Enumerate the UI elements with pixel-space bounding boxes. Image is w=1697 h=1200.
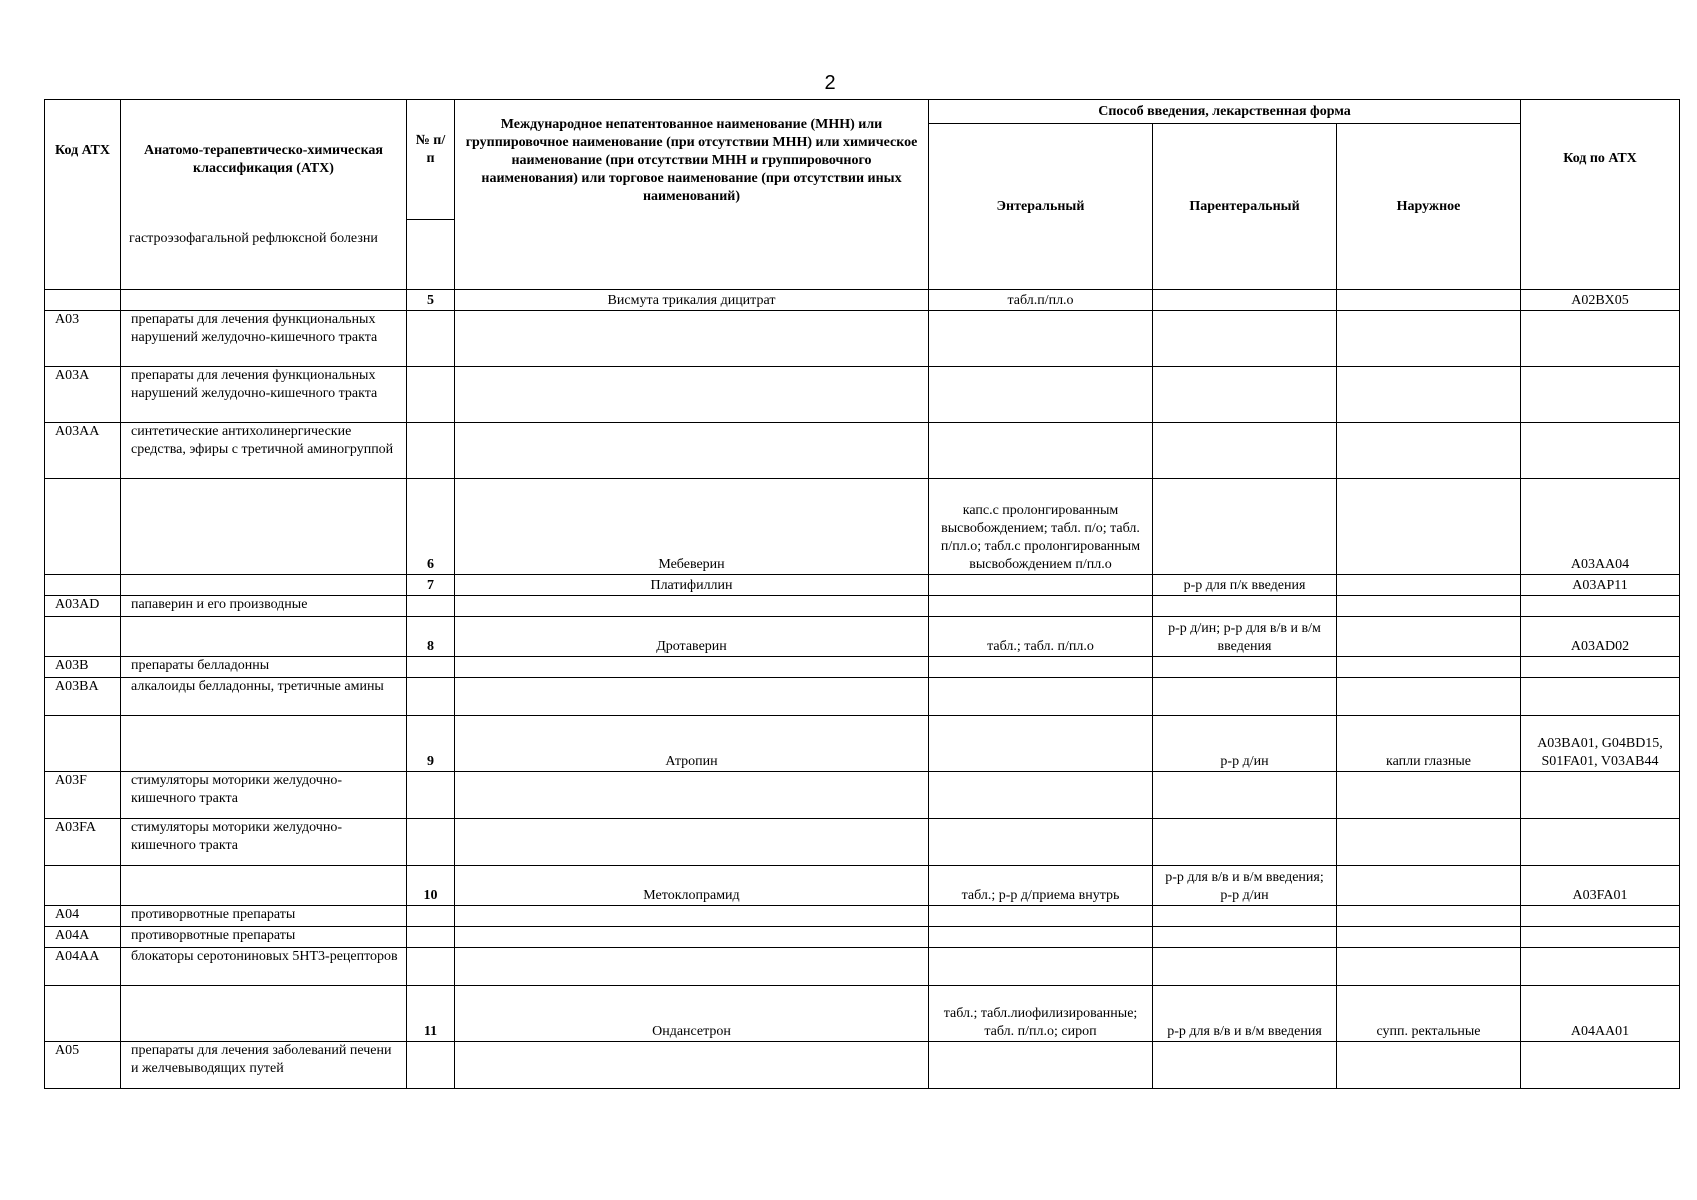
header-atx-code: Код по АТХ bbox=[1521, 100, 1680, 290]
table-row bbox=[45, 948, 1680, 986]
cell-mnn: Висмута трикалия дицитрат bbox=[455, 290, 929, 311]
cell-external: супп. ректальные bbox=[1337, 986, 1521, 1042]
header-atx-label: Анатомо-терапевтическо-химическая классификация (АТХ) bbox=[143, 143, 383, 176]
header-enteral: Энтеральный bbox=[929, 124, 1153, 290]
cell-atx-description: противорвотные препараты bbox=[121, 906, 407, 927]
cell-atx-code-full: A03FA01 bbox=[1521, 866, 1680, 906]
header-number: № п/п bbox=[407, 100, 455, 220]
cell-mnn: Атропин bbox=[455, 716, 929, 772]
cell-external bbox=[1337, 819, 1521, 866]
cell-parenteral bbox=[1153, 290, 1337, 311]
cell-atx-code: A03 bbox=[45, 311, 121, 367]
cell-atx-code-full: A03AP11 bbox=[1521, 575, 1680, 596]
cell-atx-description bbox=[121, 290, 407, 311]
table-row bbox=[45, 367, 1680, 423]
cell-enteral bbox=[929, 596, 1153, 617]
cell-atx-code-full: A03BA01, G04BD15, S01FA01, V03AB44 bbox=[1521, 716, 1680, 772]
cell-mnn: Платифиллин bbox=[455, 575, 929, 596]
cell-atx-description bbox=[121, 866, 407, 906]
cell-number: 11 bbox=[407, 986, 455, 1042]
cell-atx-description: препараты для лечения функциональных нарушений желудочно-кишечного тракта bbox=[121, 311, 407, 367]
cell-atx-code bbox=[45, 479, 121, 575]
cell-number bbox=[407, 927, 455, 948]
cell-external bbox=[1337, 290, 1521, 311]
cell-atx-description: препараты для лечения заболеваний печени и желчевыводящих путей bbox=[121, 1042, 407, 1089]
cell-atx-code-full bbox=[1521, 596, 1680, 617]
cell-atx-code: A03BA bbox=[45, 678, 121, 716]
cell-atx-code-full: A02BX05 bbox=[1521, 290, 1680, 311]
cell-parenteral bbox=[1153, 423, 1337, 479]
cell-number bbox=[407, 1042, 455, 1089]
table-row bbox=[45, 423, 1680, 479]
cell-mnn bbox=[455, 1042, 929, 1089]
header-route-group: Способ введения, лекарственная форма bbox=[929, 100, 1521, 124]
cell-atx-description: препараты для лечения функциональных нарушений желудочно-кишечного тракта bbox=[121, 367, 407, 423]
cell-external bbox=[1337, 1042, 1521, 1089]
table-row bbox=[45, 819, 1680, 866]
cell-enteral bbox=[929, 819, 1153, 866]
table-row bbox=[45, 986, 1680, 1042]
cell-enteral bbox=[929, 927, 1153, 948]
cell-atx-code: A03A bbox=[45, 367, 121, 423]
table-row bbox=[45, 866, 1680, 906]
cell-atx-code-full bbox=[1521, 678, 1680, 716]
table-row bbox=[45, 927, 1680, 948]
cell-atx-description: стимуляторы моторики желудочно-кишечного тракта bbox=[121, 772, 407, 819]
cell-mnn: Мебеверин bbox=[455, 479, 929, 575]
cell-parenteral: р-р для п/к введения bbox=[1153, 575, 1337, 596]
cell-atx-description: противорвотные препараты bbox=[121, 927, 407, 948]
table-row bbox=[45, 596, 1680, 617]
cell-enteral bbox=[929, 906, 1153, 927]
cell-mnn bbox=[455, 927, 929, 948]
cell-atx-code bbox=[45, 290, 121, 311]
cell-atx-code-full bbox=[1521, 311, 1680, 367]
cell-mnn bbox=[455, 423, 929, 479]
cell-atx-code: A04 bbox=[45, 906, 121, 927]
table-row bbox=[45, 575, 1680, 596]
cell-number: 8 bbox=[407, 617, 455, 657]
cell-mnn bbox=[455, 819, 929, 866]
cell-parenteral bbox=[1153, 367, 1337, 423]
cell-number: 6 bbox=[407, 479, 455, 575]
cell-number bbox=[407, 678, 455, 716]
cell-atx-description: блокаторы серотониновых 5HT3-рецепторов bbox=[121, 948, 407, 986]
table-row bbox=[45, 657, 1680, 678]
cell-atx-code: A05 bbox=[45, 1042, 121, 1089]
cell-atx-description: препараты белладонны bbox=[121, 657, 407, 678]
cell-atx-code bbox=[45, 986, 121, 1042]
cell-external bbox=[1337, 927, 1521, 948]
cell-external bbox=[1337, 367, 1521, 423]
cell-atx-code-full bbox=[1521, 819, 1680, 866]
header-mnn: Международное непатентованное наименование (МНН) или группировочное наименование (при отсутствии МНН) или химическое наименование (при отсутствии МНН и группировочного наименования) или торговое наименование (при отсутствии иных наименований) bbox=[455, 100, 929, 290]
cell-parenteral bbox=[1153, 1042, 1337, 1089]
cell-parenteral bbox=[1153, 479, 1337, 575]
table-row bbox=[45, 678, 1680, 716]
cell-enteral bbox=[929, 716, 1153, 772]
cell-parenteral bbox=[1153, 678, 1337, 716]
cell-atx-code: A03B bbox=[45, 657, 121, 678]
cell-atx-description: синтетические антихолинергические средства, эфиры с третичной аминогруппой bbox=[121, 423, 407, 479]
cell-mnn: Метоклопрамид bbox=[455, 866, 929, 906]
cell-atx-description: стимуляторы моторики желудочно-кишечного тракта bbox=[121, 819, 407, 866]
cell-external bbox=[1337, 479, 1521, 575]
cell-mnn bbox=[455, 678, 929, 716]
cell-external bbox=[1337, 657, 1521, 678]
cell-atx-code: A03AA bbox=[45, 423, 121, 479]
header-number-sub bbox=[407, 220, 455, 290]
cell-atx-description: алкалоиды белладонны, третичные амины bbox=[121, 678, 407, 716]
cell-enteral bbox=[929, 657, 1153, 678]
cell-atx-description bbox=[121, 716, 407, 772]
cell-parenteral: р-р для в/в и в/м введения bbox=[1153, 986, 1337, 1042]
cell-atx-code: A03FA bbox=[45, 819, 121, 866]
cell-parenteral bbox=[1153, 819, 1337, 866]
header-external: Наружное bbox=[1337, 124, 1521, 290]
header-kod-atx: Код АТХ bbox=[45, 100, 121, 290]
cell-number bbox=[407, 819, 455, 866]
cell-enteral bbox=[929, 678, 1153, 716]
cell-number bbox=[407, 772, 455, 819]
cell-external bbox=[1337, 948, 1521, 986]
cell-atx-description bbox=[121, 986, 407, 1042]
table-row bbox=[45, 716, 1680, 772]
cell-atx-code-full: A04AA01 bbox=[1521, 986, 1680, 1042]
cell-atx-code-full bbox=[1521, 367, 1680, 423]
cell-external bbox=[1337, 596, 1521, 617]
table-row bbox=[45, 311, 1680, 367]
cell-atx-code-full bbox=[1521, 423, 1680, 479]
table-row bbox=[45, 290, 1680, 311]
cell-parenteral bbox=[1153, 596, 1337, 617]
cell-enteral: табл.п/пл.о bbox=[929, 290, 1153, 311]
cell-atx-code-full bbox=[1521, 657, 1680, 678]
cell-external bbox=[1337, 617, 1521, 657]
cell-mnn bbox=[455, 596, 929, 617]
cell-external bbox=[1337, 678, 1521, 716]
cell-atx-code bbox=[45, 866, 121, 906]
cell-parenteral bbox=[1153, 657, 1337, 678]
cell-atx-code-full bbox=[1521, 906, 1680, 927]
cell-parenteral bbox=[1153, 311, 1337, 367]
cell-parenteral bbox=[1153, 927, 1337, 948]
cell-number bbox=[407, 948, 455, 986]
cell-atx-description bbox=[121, 575, 407, 596]
cell-atx-code-full bbox=[1521, 927, 1680, 948]
table-row bbox=[45, 772, 1680, 819]
cell-atx-description bbox=[121, 617, 407, 657]
table-row bbox=[45, 617, 1680, 657]
cell-atx-code: A04A bbox=[45, 927, 121, 948]
cell-parenteral bbox=[1153, 772, 1337, 819]
cell-enteral bbox=[929, 575, 1153, 596]
cell-number bbox=[407, 657, 455, 678]
cell-enteral bbox=[929, 1042, 1153, 1089]
cell-parenteral: р-р д/ин; р-р для в/в и в/м введения bbox=[1153, 617, 1337, 657]
cell-enteral bbox=[929, 311, 1153, 367]
cell-number bbox=[407, 311, 455, 367]
cell-external bbox=[1337, 772, 1521, 819]
cell-mnn bbox=[455, 311, 929, 367]
cell-number: 5 bbox=[407, 290, 455, 311]
cell-enteral: табл.; табл.лиофилизированные; табл. п/пл.о; сироп bbox=[929, 986, 1153, 1042]
cell-parenteral: р-р для в/в и в/м введения; р-р д/ин bbox=[1153, 866, 1337, 906]
cell-enteral bbox=[929, 772, 1153, 819]
cell-mnn bbox=[455, 948, 929, 986]
cell-mnn bbox=[455, 367, 929, 423]
cell-enteral bbox=[929, 423, 1153, 479]
cell-atx-code-full: A03AA04 bbox=[1521, 479, 1680, 575]
cell-parenteral: р-р д/ин bbox=[1153, 716, 1337, 772]
header-parenteral: Парентеральный bbox=[1153, 124, 1337, 290]
cell-atx-code: A03AD bbox=[45, 596, 121, 617]
cell-atx-code bbox=[45, 716, 121, 772]
cell-mnn bbox=[455, 657, 929, 678]
cell-enteral: табл.; табл. п/пл.о bbox=[929, 617, 1153, 657]
cell-mnn bbox=[455, 906, 929, 927]
cell-atx-description: папаверин и его производные bbox=[121, 596, 407, 617]
cell-external bbox=[1337, 575, 1521, 596]
cell-number: 10 bbox=[407, 866, 455, 906]
cell-enteral bbox=[929, 948, 1153, 986]
cell-external bbox=[1337, 311, 1521, 367]
cell-number bbox=[407, 596, 455, 617]
cell-external bbox=[1337, 866, 1521, 906]
cell-atx-code-full bbox=[1521, 948, 1680, 986]
cell-atx-code-full: A03AD02 bbox=[1521, 617, 1680, 657]
cell-number: 7 bbox=[407, 575, 455, 596]
cell-number bbox=[407, 906, 455, 927]
atx-continuation-text: гастроэзофагальной рефлюксной болезни bbox=[129, 231, 378, 246]
cell-atx-code: A04AA bbox=[45, 948, 121, 986]
cell-external: капли глазные bbox=[1337, 716, 1521, 772]
cell-number: 9 bbox=[407, 716, 455, 772]
cell-number bbox=[407, 423, 455, 479]
cell-external bbox=[1337, 906, 1521, 927]
cell-atx-code-full bbox=[1521, 1042, 1680, 1089]
cell-external bbox=[1337, 423, 1521, 479]
cell-number bbox=[407, 367, 455, 423]
cell-mnn: Дротаверин bbox=[455, 617, 929, 657]
cell-parenteral bbox=[1153, 948, 1337, 986]
header-atx-classification bbox=[121, 100, 407, 290]
cell-enteral bbox=[929, 367, 1153, 423]
cell-atx-code: A03F bbox=[45, 772, 121, 819]
cell-atx-code bbox=[45, 617, 121, 657]
cell-enteral: капс.с пролонгированным высвобождением; табл. п/о; табл. п/пл.о; табл.с пролонгированным высвобождением п/пл.о bbox=[929, 479, 1153, 575]
cell-atx-code bbox=[45, 575, 121, 596]
cell-mnn bbox=[455, 772, 929, 819]
drug-table bbox=[44, 99, 1680, 1089]
cell-enteral: табл.; р-р д/приема внутрь bbox=[929, 866, 1153, 906]
page-number: 2 bbox=[824, 72, 836, 94]
table-row bbox=[45, 479, 1680, 575]
cell-atx-description bbox=[121, 479, 407, 575]
table-row bbox=[45, 1042, 1680, 1089]
table-row bbox=[45, 906, 1680, 927]
cell-parenteral bbox=[1153, 906, 1337, 927]
cell-mnn: Ондансетрон bbox=[455, 986, 929, 1042]
cell-atx-code-full bbox=[1521, 772, 1680, 819]
